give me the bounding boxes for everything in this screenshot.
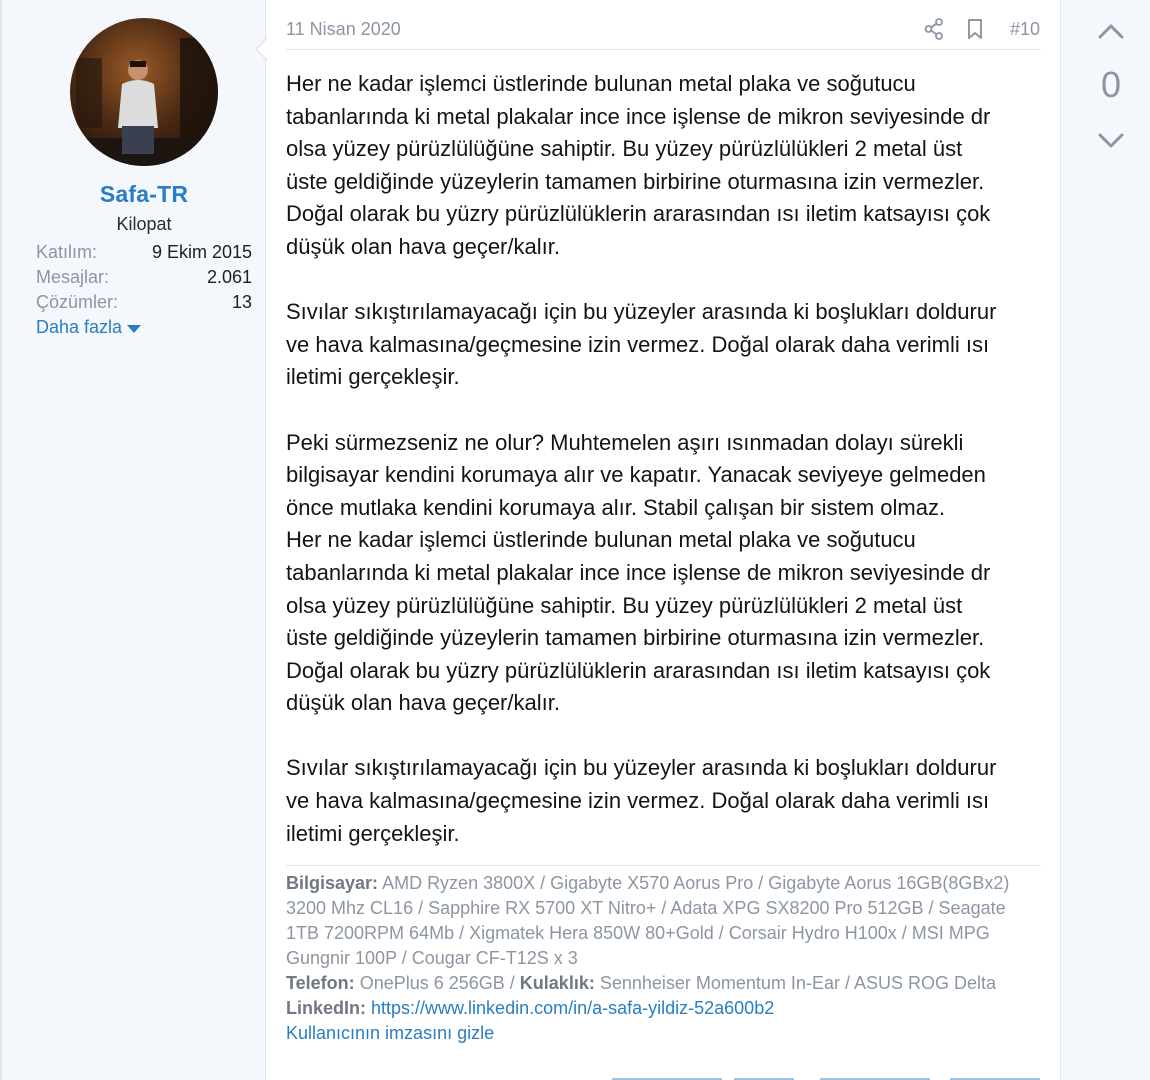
share-icon[interactable] bbox=[924, 18, 944, 45]
post-line: Her ne kadar işlemci üstlerinde bulunan metal plaka ve soğutucu bbox=[286, 527, 916, 553]
post-line: Peki sürmezseniz ne olur? Muhtemelen aşırı ısınmadan dolayı sürekli bbox=[286, 429, 964, 455]
signature-linkedin bbox=[286, 996, 1046, 1021]
vote-count: 0 bbox=[1100, 64, 1122, 105]
post-line: Sıvılar sıkıştırılamayacağı için bu yüzeyler arasında ki boşlukları doldurur bbox=[286, 299, 997, 325]
stat-label: Katılım: bbox=[36, 242, 98, 262]
caret-down-icon bbox=[127, 325, 141, 333]
chevron-down-icon[interactable] bbox=[1098, 132, 1124, 155]
stat-value: 9 Ekim 2015 bbox=[151, 242, 252, 262]
stat-solutions bbox=[36, 292, 252, 317]
post-main bbox=[268, 0, 1060, 1080]
signature bbox=[286, 871, 1046, 1046]
post-line: Doğal olarak bu yüzry pürüzlülüklerin ararasından ısı iletim katsayısı çok bbox=[286, 201, 991, 227]
headphone-value: Sennheiser Momentum In-Ear / ASUS ROG Delta bbox=[599, 973, 997, 993]
post-line: Doğal olarak bu yüzry pürüzlülüklerin ararasından ısı iletim katsayısı çok bbox=[286, 657, 991, 683]
post-line: düşük olan hava geçer/kalır. bbox=[286, 233, 560, 259]
hide-signature-link[interactable]: Kullanıcının imzasını gizle bbox=[286, 1023, 495, 1043]
headphone-label: Kulaklık: bbox=[519, 973, 595, 993]
signature-pc bbox=[286, 871, 1046, 971]
username[interactable]: Safa-TR bbox=[99, 181, 189, 207]
paragraph-gap bbox=[286, 394, 1046, 427]
phone-value: OnePlus 6 256GB / bbox=[359, 973, 515, 993]
linkedin-link[interactable]: https://www.linkedin.com/in/a-safa-yildiz-52a600b2 bbox=[371, 998, 775, 1018]
post-date[interactable]: 11 Nisan 2020 bbox=[286, 19, 401, 39]
message-pointer-fill bbox=[257, 38, 268, 60]
post-line: tabanlarında ki metal plakalar ince ince işlense de mikron seviyesinde dr bbox=[286, 103, 991, 129]
post-actions-cutoff bbox=[286, 1072, 1046, 1080]
stat-joined bbox=[36, 242, 252, 267]
post-line: iletimi gerçekleşir. bbox=[286, 364, 460, 390]
post-line: iletimi gerçekleşir. bbox=[286, 820, 460, 846]
pc-label: Bilgisayar: bbox=[286, 873, 379, 893]
pc-specs bbox=[286, 873, 1009, 968]
pc-spec-line: AMD Ryzen 3800X / Gigabyte X570 Aorus Pro / Gigabyte Aorus 16GB(8GBx2) bbox=[382, 873, 1010, 893]
signature-divider bbox=[286, 865, 1041, 866]
post-paragraph bbox=[286, 427, 1046, 720]
stat-label: Çözümler: bbox=[36, 292, 119, 312]
paragraph-gap bbox=[286, 720, 1046, 753]
post-line: ve hava kalmasına/geçmesine izin vermez. Doğal olarak daha verimli ısı bbox=[286, 788, 990, 814]
post-line: Her ne kadar işlemci üstlerinde bulunan metal plaka ve soğutucu bbox=[286, 71, 916, 96]
bookmark-icon[interactable] bbox=[967, 18, 983, 45]
stat-value: 2.061 bbox=[206, 267, 252, 287]
avatar[interactable] bbox=[70, 18, 218, 166]
pc-spec-line: 1TB 7200RPM 64Mb / Xigmatek Hera 850W 80+Gold / Corsair Hydro H100x / MSI MPG bbox=[286, 923, 990, 943]
more-info-button[interactable] bbox=[36, 317, 141, 338]
post-line: üste geldiğinde yüzeylerin tamamen birbirine oturmasına izin vermezler. bbox=[286, 625, 985, 651]
post-line: önce mutlaka kendini korumaya alır. Stabil çalışan bir sistem olmaz. bbox=[286, 494, 946, 520]
linkedin-label: LinkedIn: bbox=[286, 998, 366, 1018]
phone-label: Telefon: bbox=[286, 973, 355, 993]
post-line: Sıvılar sıkıştırılamayacağı için bu yüzeyler arasında ki boşlukları doldurur bbox=[286, 755, 997, 781]
user-column bbox=[0, 0, 266, 1080]
more-info-label: Daha fazla bbox=[36, 317, 123, 337]
stat-messages bbox=[36, 267, 252, 292]
post-line: bilgisayar kendini korumaya alır ve kapatır. Yanacak seviyeye gelmeden bbox=[286, 462, 986, 488]
stat-value: 13 bbox=[231, 292, 252, 312]
post-paragraph bbox=[286, 68, 1046, 264]
post-line: üste geldiğinde yüzeylerin tamamen birbirine oturmasına izin vermezler. bbox=[286, 168, 985, 194]
header-divider bbox=[286, 49, 1041, 50]
post-actions-bar bbox=[286, 1068, 1046, 1080]
post-paragraph bbox=[286, 296, 1046, 394]
vote-column bbox=[1060, 0, 1150, 1080]
stat-label: Mesajlar: bbox=[36, 267, 110, 287]
chevron-up-icon[interactable] bbox=[1098, 22, 1124, 45]
post-line: düşük olan hava geçer/kalır. bbox=[286, 690, 560, 716]
post-line: olsa yüzey pürüzlülüğüne sahiptir. Bu yüzey pürüzlülükleri 2 metal üst bbox=[286, 592, 963, 618]
post-line: tabanlarında ki metal plakalar ince ince işlense de mikron seviyesinde dr bbox=[286, 559, 991, 585]
post-number[interactable]: #10 bbox=[1010, 19, 1041, 39]
post-line: olsa yüzey pürüzlülüğüne sahiptir. Bu yüzey pürüzlülükleri 2 metal üst bbox=[286, 136, 963, 162]
user-title: Kilopat bbox=[116, 214, 172, 234]
post-line: ve hava kalmasına/geçmesine izin vermez. Doğal olarak daha verimli ısı bbox=[286, 331, 990, 357]
signature-phone bbox=[286, 971, 1046, 996]
paragraph-gap bbox=[286, 264, 1046, 297]
post-body bbox=[286, 68, 1046, 850]
pc-spec-line: 3200 Mhz CL16 / Sapphire RX 5700 XT Nitro+ / Adata XPG SX8200 Pro 512GB / Seagate bbox=[286, 898, 1006, 918]
pc-spec-line: Gungnir 100P / Cougar CF-T12S x 3 bbox=[286, 948, 578, 968]
avatar-photo bbox=[70, 18, 218, 166]
post-paragraph bbox=[286, 752, 1046, 850]
